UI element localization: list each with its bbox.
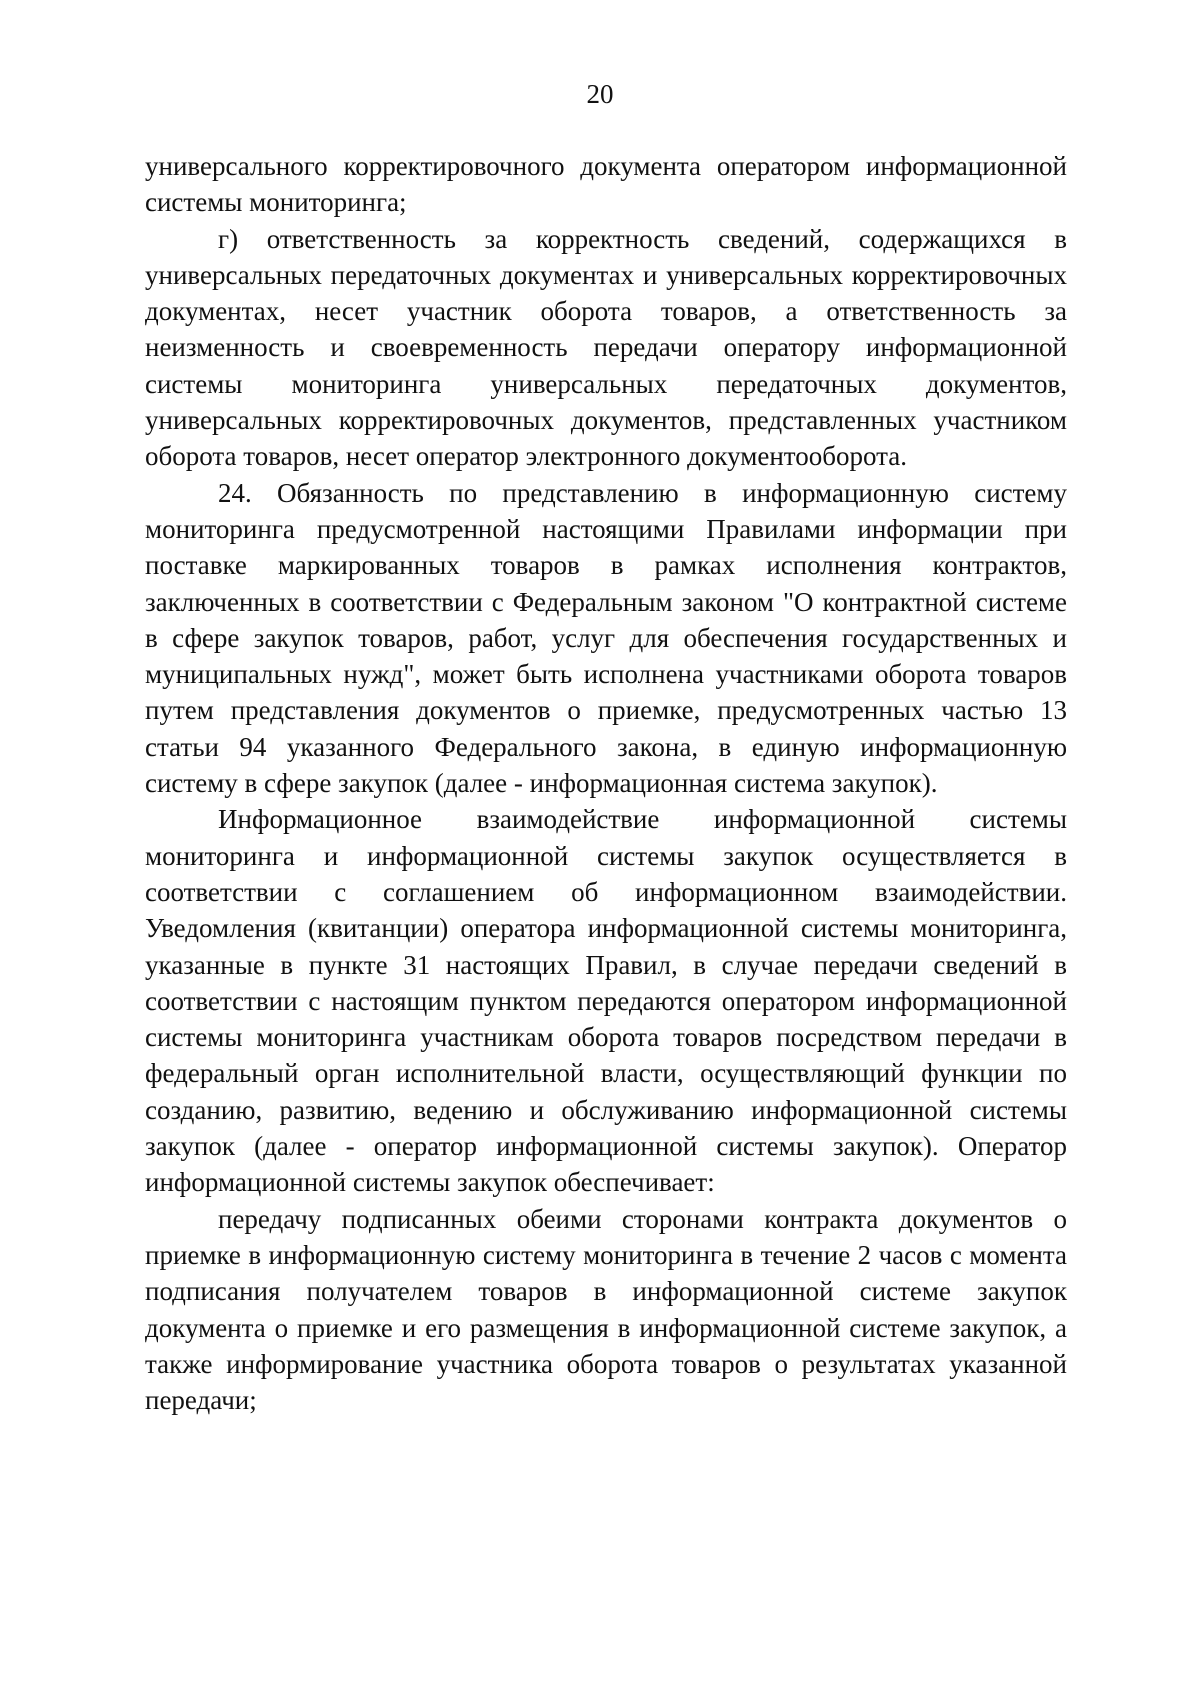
document-body (145, 148, 1067, 1418)
paragraph-item-g: г) ответственность за корректность сведений, содержащихся в универсальных передаточных документах и универсальных корректировочных документах, несет участник оборота товаров, а ответственность за неизменность и своевременность передачи оператору информационной системы мониторинга универсальных передаточных документов, универсальных корректировочных документов, представленных участником оборота товаров, несет оператор электронного документооборота. (145, 223, 1067, 472)
page-number: 20 (586, 79, 614, 109)
paragraph-continuation: универсального корректировочного документа оператором информационной системы мониторинга; (145, 151, 1067, 218)
paragraph-information-interaction: Информационное взаимодействие информационной системы мониторинга и информационной системы закупок осуществляется в соответствии с соглашением об информационном взаимодействии. Уведомления (квитанции) оператора информационной системы мониторинга, указанные в пункте 31 настоящих Правил, в случае передачи сведений в соответствии с настоящим пунктом передаются оператором информационной системы мониторинга участникам оборота товаров посредством передачи в федеральный орган исполнительной власти, осуществляющий функции по созданию, развитию, ведению и обслуживанию информационной системы закупок (далее - оператор информационной системы закупок). Оператор информационной системы закупок обеспечивает: (145, 804, 1067, 1198)
paragraph-transfer-documents: передачу подписанных обеими сторонами контракта документов о приемке в информационную систему мониторинга в течение 2 часов с момента подписания получателем товаров в информационной системе закупок документа о приемке и его размещения в информационной системе закупок, а также информирование участника оборота товаров о результатах указанной передачи; (145, 1203, 1067, 1416)
paragraph-item-24: 24. Обязанность по представлению в информационную систему мониторинга предусмотренной настоящими Правилами информации при поставке маркированных товаров в рамках исполнения контрактов, заключенных в соответствии с Федеральным законом "О контрактной системе в сфере закупок товаров, работ, услуг для обеспечения государственных и муниципальных нужд", может быть исполнена участниками оборота товаров путем представления документов о приемке, предусмотренных частью 13 статьи 94 указанного Федерального закона, в единую информационную систему в сфере закупок (далее - информационная система закупок). (145, 477, 1067, 799)
